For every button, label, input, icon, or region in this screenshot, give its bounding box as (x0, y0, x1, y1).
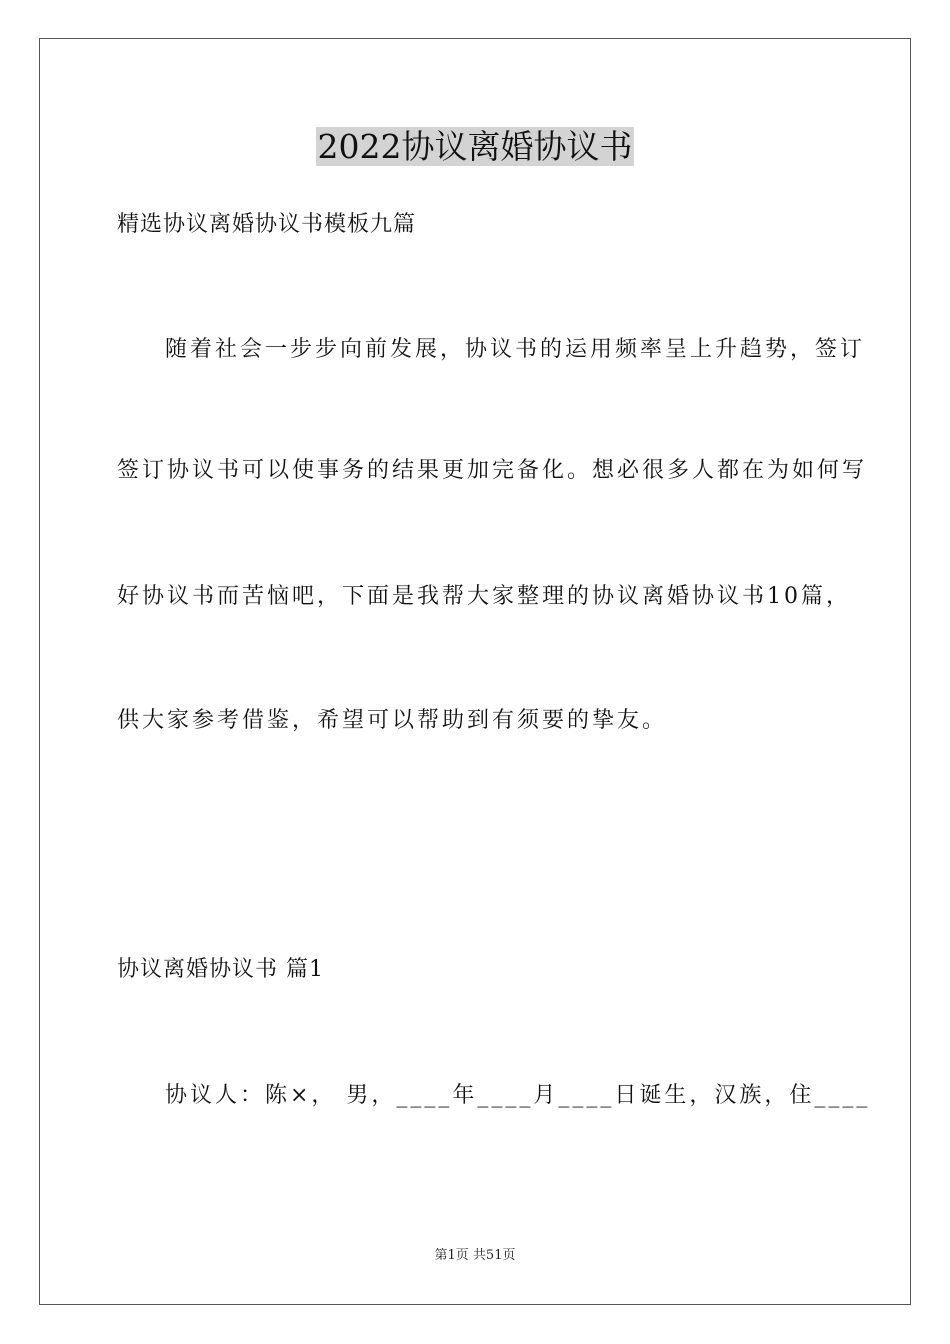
document-title (0, 126, 950, 168)
intro-line-1: 随着社会一步步向前发展，协议书的运用频率呈上升趋势，签订 (165, 337, 866, 362)
document-subtitle: 精选协议离婚协议书模板九篇 (117, 212, 417, 237)
document-title-text: 2022协议离婚协议书 (317, 127, 633, 166)
party-line: 协议人：陈×， 男，____年____月____日诞生，汉族，住____ (165, 1083, 871, 1108)
intro-line-2: 签订协议书可以使事务的结果更加完备化。想必很多人都在为如何写 (117, 458, 868, 483)
section-heading: 协议离婚协议书 篇1 (117, 957, 324, 982)
intro-line-3: 好协议书而苦恼吧，下面是我帮大家整理的协议离婚协议书10篇， (117, 584, 851, 609)
page-footer: 第1页 共51页 (434, 1248, 516, 1263)
intro-line-4: 供大家参考借鉴，希望可以帮助到有须要的挚友。 (117, 708, 668, 733)
